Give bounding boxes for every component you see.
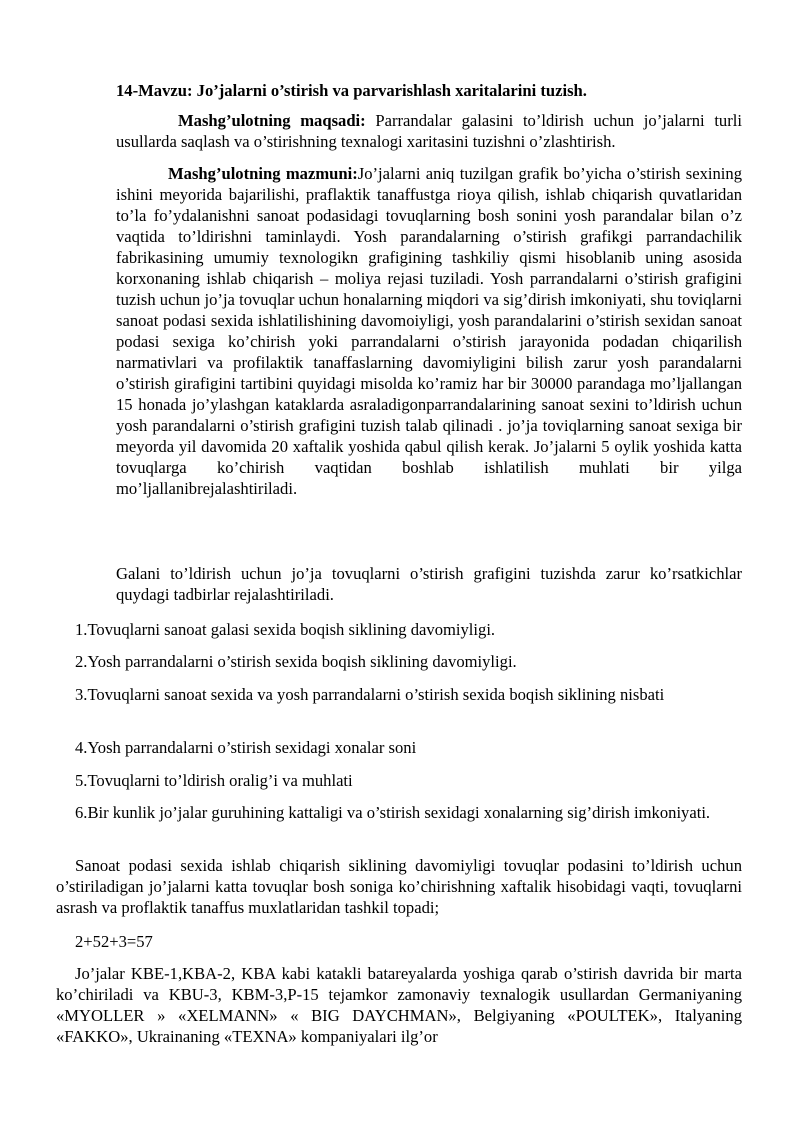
goal-label: Mashg’ulotning maqsadi:	[178, 111, 366, 130]
formula-line: 2+52+3=57	[75, 932, 153, 951]
list-item: 2.Yosh parrandalarni o’stirish sexida boqish siklining davomiyligi.	[75, 652, 517, 671]
list-item: 3.Tovuqlarni sanoat sexida va yosh parrandalarni o’stirish sexida boqish siklining nisbati	[75, 685, 665, 704]
goal-paragraph	[116, 110, 742, 152]
equipment-paragraph: Jo’jalar KBE-1,KBA-2, KBA kabi katakli batareyalarda yoshiga qarab o’stirish davrida bir marta ko’chiriladi va KBU-3, KBM-3,P-15 tejamkor zamonaviy texnalogik usullardan Germaniyaning «MYOLLER » «XELMANN» « BIG DAYCHMAN», Belgiyaning «POULTEK», Italyaning «FAKKO», Ukrainaning «TEXNA» kompaniyalari ilg’or	[56, 964, 742, 1046]
content-paragraph	[116, 163, 742, 499]
page-title: 14-Mavzu: Jo’jalarni o’stirish va parvarishlash xaritalarini tuzish.	[116, 81, 587, 100]
intro-paragraph: Galani to’ldirish uchun jo’ja tovuqlarni o’stirish grafigini tuzishda zarur ko’rsatkichlar quydagi tadbirlar rejalashtiriladi.	[116, 564, 742, 604]
list-item: 6.Bir kunlik jo’jalar guruhining kattaligi va o’stirish sexidagi xonalarning sig’dirish imkoniyati.	[75, 803, 711, 822]
list-item: 5.Tovuqlarni to’ldirish oralig’i va muhlati	[75, 771, 353, 790]
list-item: 1.Tovuqlarni sanoat galasi sexida boqish siklining davomiyligi.	[75, 620, 496, 639]
content-text: Jo’jalarni aniq tuzilgan grafik bo’yicha o’stirish sexining ishini meyorida bajarilishi, praflaktik tanaffustga rioya qilish, ishlab chiqarish quvatlaridan to’la fo’ydalanishni sanoat podasidagi tovuqlarning bosh sonini yosh parandalar bilan o’z vaqtida to’ldirishni taminlaydi. Yosh parandalarning o’stirish grafikgi parrandachilik fabrikasining umumiy texnologikn grafigining tashkiliy qismi hisoblanib uning asosida korxonaning ishlab chiqarish – moliya rejasi tuziladi. Yosh parrandalarni o’stirish grafigini tuzish uchun jo’ja tovuqlar uchun honalarning miqdori va sig’dirish imkoniyati, shu toviqlarni sanoat podasi sexida ishlatilishining davomoiyligi, yosh parandalarini o’stirish sexidan sanoat podasi sexiga ko’chirish yoki parrandalarni o’stirish jarayonida podadan chiqarilish narmativlari va profilaktik tanaffaslarning davomiyligini bilish zarur yosh parandalarni o’stirish girafigini tartibini quyidagi misolda ko’ramiz har bir 30000 parandaga mo’ljallangan 15 honada jo’ylashgan kataklarda asraladigonparrandalarining sanoat sexini to’ldirish uchun yosh parandalarni o’stirish grafigini tuzish talab qilinadi . jo’ja toviqlarning sanoat sexiga bir meyorda yil davomida 20 xaftalik yoshida qabul qilish kerak. Jo’jalarni 5 oylik yoshida katta tovuqlarga ko’chirish vaqtidan boshlab ishlatilish muhlati bir yilga mo’ljallanibrejalashtiriladi.	[116, 164, 742, 498]
list-item: 4.Yosh parrandalarni o’stirish sexidagi xonalar soni	[75, 738, 417, 757]
goal-text: Parrandalar galasini to’ldirish uchun jo’jalarni turli usullarda saqlash va o’stirishning texnalogi xaritasini tuzishni o’zlashtirish.	[116, 111, 742, 151]
cycle-paragraph: Sanoat podasi sexida ishlab chiqarish siklining davomiyligi tovuqlar podasini to’ldirish uchun o’stiriladigan jo’jalarni katta tovuqlar bosh soniga ko’chirishning xaftalik hisobidagi vaqti, tovuqlarni asrash va proflaktik tanaffus muxlatlaridan tashkil topadi;	[56, 856, 742, 917]
content-label: Mashg’ulotning mazmuni:	[168, 164, 358, 183]
